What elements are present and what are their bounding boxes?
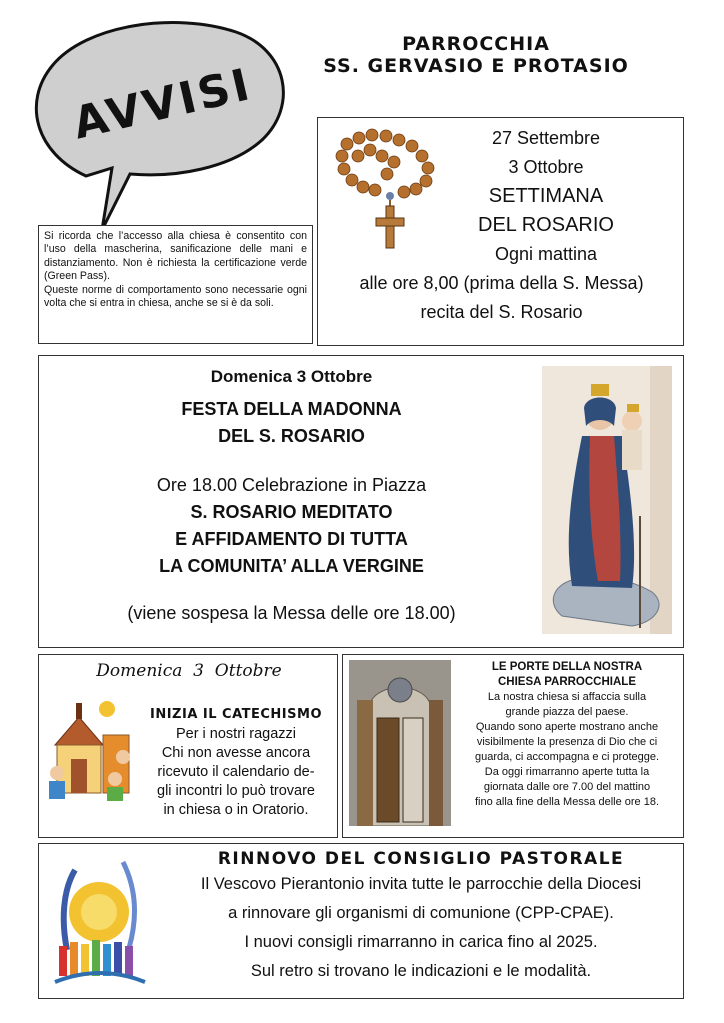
notice-text-1: Si ricorda che l’accesso alla chiesa è consentito con l’uso della mascherina, sanificazione delle mani e distanziamento. Non è richiesta la certificazione verde (Green Pass). <box>44 230 307 283</box>
council-title: RINNOVO DEL CONSIGLIO PASTORALE <box>217 849 625 869</box>
notice-text-2: Queste norme di comportamento sono necessarie ogni volta che si entra in chiesa, anche se si è da soli. <box>44 283 307 310</box>
doors-title-1: LE PORTE DELLA NOSTRA <box>491 661 643 673</box>
parish-name <box>296 33 656 77</box>
catechism-line-1: Per i nostri ragazzi <box>175 726 297 742</box>
catechism-line-5: in chiesa o in Oratorio. <box>163 802 309 818</box>
rosary-title-1: SETTIMANA <box>488 185 604 207</box>
doors-box <box>342 654 684 838</box>
avvisi-label: AVVISI <box>68 58 257 150</box>
council-line-1: Il Vescovo Pierantonio invita tutte le parrocchie della Diocesi <box>200 875 642 893</box>
council-line-3: I nuovi consigli rimarranno in carica fino al 2025. <box>244 933 598 951</box>
church-door-image <box>349 660 451 826</box>
doors-line-6: Da oggi rimarranno aperte tutta la <box>484 766 650 778</box>
catechism-text <box>139 707 333 820</box>
council-text <box>157 848 685 986</box>
council-logo-image <box>45 850 153 992</box>
council-line-4: Sul retro si trovano le indicazioni e le modalità. <box>250 962 592 980</box>
feast-bold-1: S. ROSARIO MEDITATO <box>190 502 393 522</box>
rosary-line-2: alle ore 8,00 (prima della S. Messa) <box>359 273 644 293</box>
doors-line-5: guarda, ci accompagna e ci protegge. <box>474 751 660 763</box>
rosary-line-1: Ogni mattina <box>494 244 598 264</box>
rosary-line-3: recita del S. Rosario <box>420 302 583 322</box>
feast-box <box>38 355 684 648</box>
council-line-2: a rinnovare gli organismi di comunione (CPP-CPAE). <box>228 904 614 922</box>
doors-line-1: La nostra chiesa si affaccia sulla <box>487 691 647 703</box>
doors-line-2: grande piazza del paese. <box>505 706 629 718</box>
catechism-line-4: gli incontri lo può trovare <box>157 783 315 799</box>
feast-date: Domenica 3 Ottobre <box>210 367 373 386</box>
feast-bold-3: LA COMUNITA’ ALLA VERGINE <box>159 556 424 576</box>
rosary-date-2: 3 Ottobre <box>508 157 584 177</box>
rosary-box <box>317 117 684 346</box>
church-children-image <box>45 695 137 803</box>
feast-bold-2: E AFFIDAMENTO DI TUTTA <box>175 529 408 549</box>
catechism-line-2: Chi non avesse ancora <box>161 745 311 761</box>
catechism-box <box>38 654 338 838</box>
catechism-date: Domenica 3 Ottobre <box>96 661 282 681</box>
feast-time-line: Ore 18.00 Celebrazione in Piazza <box>156 475 427 495</box>
feast-text <box>39 364 544 627</box>
notice-box <box>38 225 313 344</box>
madonna-statue-image <box>542 366 672 634</box>
rosary-title-2: DEL ROSARIO <box>478 214 614 236</box>
doors-line-3: Quando sono aperte mostrano anche <box>475 721 659 733</box>
feast-note: (viene sospesa la Messa delle ore 18.00) <box>127 603 456 623</box>
doors-text <box>453 660 681 810</box>
rosary-text <box>318 124 685 327</box>
feast-title-2: DEL S. ROSARIO <box>218 426 365 446</box>
parish-line-2: SS. GERVASIO E PROTASIO <box>323 55 629 77</box>
catechism-line-3: ricevuto il calendario de- <box>157 764 315 780</box>
feast-title-1: FESTA DELLA MADONNA <box>181 399 402 419</box>
rosary-date-1: 27 Settembre <box>491 128 601 148</box>
parish-line-1: PARROCCHIA <box>402 33 550 55</box>
doors-line-4: visibilmente la presenza di Dio che ci <box>476 736 658 748</box>
council-box <box>38 843 684 999</box>
doors-line-8: fino alla fine della Messa delle ore 18. <box>474 796 660 808</box>
catechism-title: INIZIA IL CATECHISMO <box>150 707 322 722</box>
doors-line-7: giornata dalle ore 7.00 del mattino <box>483 781 651 793</box>
doors-title-2: CHIESA PARROCCHIALE <box>497 676 636 688</box>
